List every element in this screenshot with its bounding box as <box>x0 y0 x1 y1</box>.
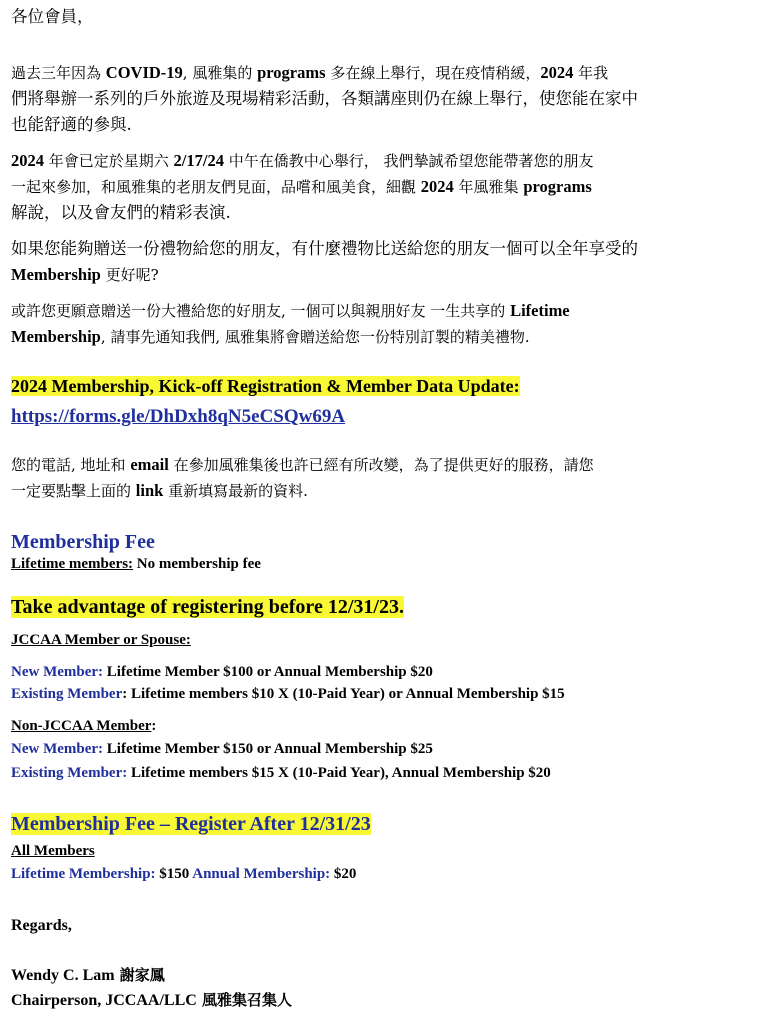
late-fee-line: Lifetime Membership: $150 Annual Membership: $20 <box>11 866 357 882</box>
signature-name: Wendy C. Lam 謝家鳳 <box>11 966 165 984</box>
early-heading: Take advantage of registering before 12/31/23. <box>11 596 404 618</box>
registration-link[interactable]: https://forms.gle/DhDxh8qN5eCSQw69A <box>11 406 346 427</box>
greeting: 各位會員， <box>11 7 94 26</box>
jccaa-existing-member-line: Existing Member: Lifetime members $10 X (10-Paid Year) or Annual Membership $15 <box>11 686 565 702</box>
para-5-line-1: 您的電話, 地址和 email 在參加風雅集後也許已經有所改變，為了提供更好的服務，請您 <box>11 455 594 474</box>
membership-fee-title: Membership Fee <box>11 531 155 553</box>
para-4-line-1: 或許您更願意贈送一份大禮給您的好朋友, 一個可以與親朋好友 一生共享的 Lifetime <box>11 301 570 320</box>
para-4-line-2: Membership, 請事先通知我們, 風雅集將會贈送給您一份特別訂製的精美禮物. <box>11 327 530 346</box>
late-heading: Membership Fee – Register After 12/31/23 <box>11 813 371 835</box>
para-2-line-3: 解說，以及會友們的精彩表演. <box>11 203 231 222</box>
para-1-line-3: 也能舒適的參與. <box>11 115 132 134</box>
all-members-label: All Members <box>11 843 95 859</box>
non-jccaa-new-member-line: New Member: Lifetime Member $150 or Annual Membership $25 <box>11 741 433 757</box>
signature-title: Chairperson, JCCAA/LLC 風雅集召集人 <box>11 991 293 1009</box>
para-5-line-2: 一定要點擊上面的 link 重新填寫最新的資料. <box>11 481 308 500</box>
para-3-line-2: Membership 更好呢? <box>11 265 159 284</box>
jccaa-new-member-line: New Member: Lifetime Member $100 or Annual Membership $20 <box>11 664 433 680</box>
para-3-line-1: 如果您能夠贈送一份禮物給您的朋友，有什麼禮物比送給您的朋友一個可以全年享受的 <box>11 239 638 258</box>
para-1-line-2: 們將舉辦一系列的戶外旅遊及現場精彩活動，各類講座則仍在線上舉行，使您能在家中 <box>11 89 638 108</box>
non-jccaa-existing-member-line: Existing Member: Lifetime members $15 X (10-Paid Year), Annual Membership $20 <box>11 765 551 781</box>
jccaa-member-label: JCCAA Member or Spouse: <box>11 632 191 648</box>
regards: Regards, <box>11 917 72 934</box>
registration-heading: 2024 Membership, Kick-off Registration & Member Data Update: <box>11 376 520 396</box>
para-2-line-1: 2024 年會已定於星期六 2/17/24 中午在僑教中心舉行， 我們摯誠希望您能帶著您的朋友 <box>11 151 594 170</box>
para-1-line-1: 過去三年因為 COVID-19, 風雅集的 programs 多在線上舉行，現在疫情稍緩，2024 年我 <box>11 63 609 82</box>
non-jccaa-member-label: Non-JCCAA Member: <box>11 718 157 734</box>
lifetime-members-line: Lifetime members: No membership fee <box>11 556 261 572</box>
para-2-line-2: 一起來參加，和風雅集的老朋友們見面，品嚐和風美食，細觀 2024 年風雅集 programs <box>11 177 592 196</box>
